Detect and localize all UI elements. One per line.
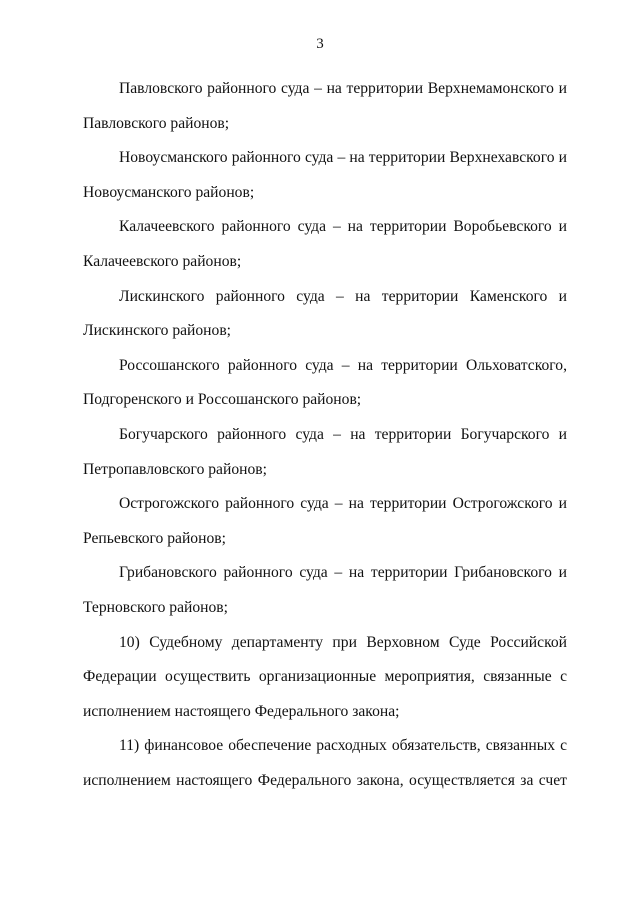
paragraph-kalacheevsky-court: Калачеевского районного суда – на территории Воробьевского и Калачеевского районов; (83, 218, 567, 270)
paragraph-liskinsky-court: Лискинского районного суда – на территории Каменского и Лискинского районов; (83, 287, 567, 340)
paragraph-novousmansky-court: Новоусманского районного суда – на территории Верхнехавского и Новоусманского районов; (83, 149, 567, 201)
paragraph-item-11: 11) финансовое обеспечение расходных обязательств, связанных с исполнением настоящего Федерального закона, осуществляется за счет (83, 737, 567, 789)
document-body (83, 72, 567, 798)
paragraph-rossoshansky-court: Россошанского районного суда – на территории Ольховатского, Подгоренского и Россошанского районов; (83, 356, 567, 409)
paragraph-ostrogozhsky-court: Острогожского районного суда – на территории Острогожского и Репьевского районов; (83, 495, 567, 547)
paragraph-item-10: 10) Судебному департаменту при Верховном Суде Российской Федерации осуществить организационные мероприятия, связанные с исполнением настоящего Федерального закона; (83, 633, 567, 720)
page-number: 3 (316, 36, 324, 52)
paragraph-boguchar-court: Богучарского районного суда – на территории Богучарского и Петропавловского районов; (83, 425, 567, 478)
paragraph-pavlovsky-court: Павловского районного суда – на территории Верхнемамонского и Павловского районов; (83, 80, 567, 132)
paragraph-gribanovsky-court: Грибановского районного суда – на территории Грибановского и Терновского районов; (83, 564, 567, 616)
